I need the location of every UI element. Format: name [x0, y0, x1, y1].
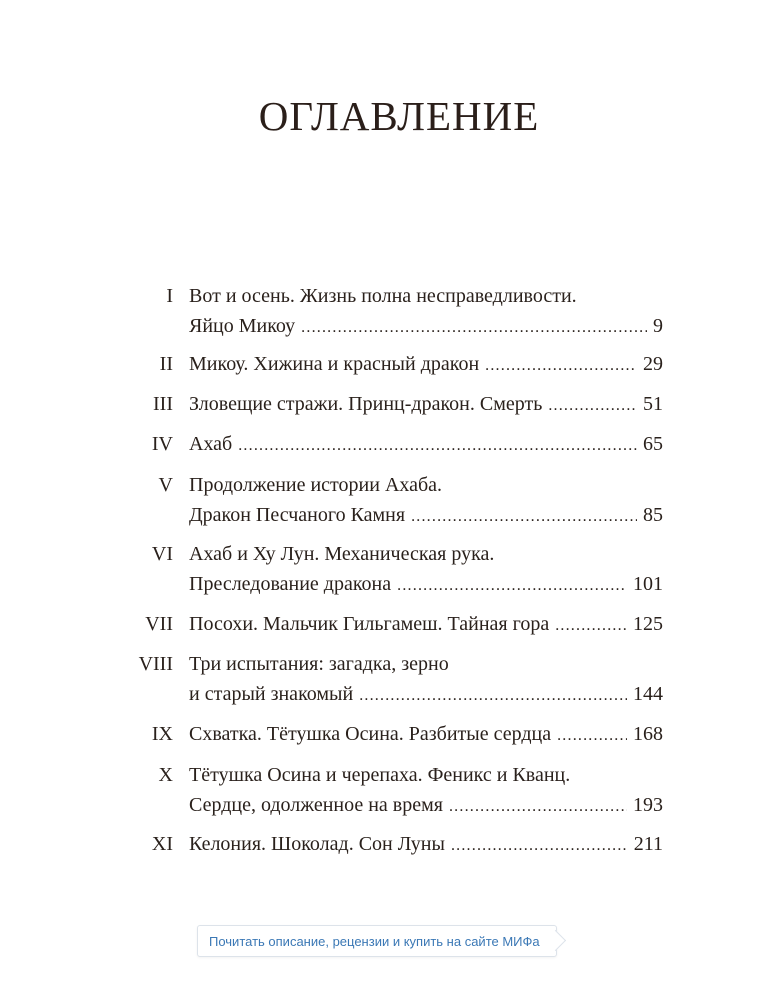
chapter-title — [189, 349, 663, 379]
chapter-title-line: Вот и осень. Жизнь полна несправедливости. — [189, 285, 577, 307]
chapter-title-text: и старый знакомый — [189, 683, 354, 705]
arrow-icon — [545, 930, 566, 951]
chapter-title-text: Сердце, одолженное на время — [189, 794, 443, 816]
chapter-title-text: Посохи. Мальчик Гильгамеш. Тайная гора — [189, 613, 550, 635]
page-number: 85 — [643, 504, 663, 526]
chapter-title — [189, 649, 663, 709]
chapter-number: XI — [151, 833, 173, 855]
chapter-title — [189, 760, 663, 820]
chapter-title-final-line — [189, 569, 663, 599]
chapter-title-line: Три испытания: загадка, зерно — [189, 653, 449, 675]
chapter-title-final-line — [189, 790, 663, 820]
page-number: 65 — [643, 433, 663, 455]
page-number: 168 — [633, 723, 663, 745]
chapter-title-final-line — [189, 349, 663, 379]
chapter-title-text: Микоу. Хижина и красный дракон — [189, 353, 480, 375]
chapter-title-text: Зловещие стражи. Принц-дракон. Смерть — [189, 393, 543, 415]
chapter-title-text: Преследование дракона — [189, 573, 392, 595]
dot-leader — [301, 313, 647, 343]
chapter-title — [189, 829, 663, 859]
chapter-title — [189, 609, 663, 639]
dot-leader — [451, 831, 628, 861]
chapter-title-final-line — [189, 429, 663, 459]
page-number: 193 — [633, 794, 663, 816]
chapter-title-text: Ахаб — [189, 433, 233, 455]
chapter-number: III — [153, 393, 173, 415]
page-number: 9 — [653, 315, 663, 337]
chapter-number: V — [158, 474, 173, 496]
page-title: ОГЛАВЛЕНИЕ — [258, 93, 540, 139]
chapter-title — [189, 470, 663, 530]
chapter-title-final-line — [189, 829, 663, 859]
chapter-title-final-line — [189, 500, 663, 530]
chapter-title-final-line — [189, 389, 663, 419]
chapter-number: IX — [151, 723, 173, 745]
page-number: 211 — [633, 833, 663, 855]
chapter-number: VII — [145, 613, 173, 635]
buy-link-label: Почитать описание, рецензии и купить на сайте МИФа — [209, 933, 540, 949]
buy-link[interactable] — [197, 925, 557, 957]
chapter-number: X — [158, 764, 173, 786]
chapter-title-text: Дракон Песчаного Камня — [189, 504, 406, 526]
dot-leader — [411, 502, 637, 532]
page-number: 101 — [633, 573, 663, 595]
page-number: 144 — [633, 683, 663, 705]
chapter-title — [189, 429, 663, 459]
chapter-number: VI — [151, 543, 173, 565]
chapter-title-final-line — [189, 679, 663, 709]
chapter-number: I — [166, 285, 173, 307]
chapter-title — [189, 281, 663, 341]
dot-leader — [557, 721, 627, 751]
chapter-title — [189, 539, 663, 599]
chapter-number: II — [159, 353, 173, 375]
chapter-title-text: Келония. Шоколад. Сон Луны — [189, 833, 445, 855]
page-number: 125 — [633, 613, 663, 635]
chapter-title — [189, 389, 663, 419]
page-number: 51 — [643, 393, 663, 415]
dot-leader — [449, 792, 627, 822]
chapter-title-final-line — [189, 719, 663, 749]
chapter-number: IV — [151, 433, 173, 455]
chapter-title-text: Схватка. Тётушка Осина. Разбитые сердца — [189, 723, 552, 745]
chapter-title-text: Яйцо Микоу — [189, 315, 296, 337]
dot-leader — [548, 391, 637, 421]
dot-leader — [397, 571, 627, 601]
dot-leader — [555, 611, 627, 641]
dot-leader — [238, 431, 637, 461]
chapter-title-final-line — [189, 311, 663, 341]
chapter-title-line: Продолжение истории Ахаба. — [189, 474, 443, 496]
page-number: 29 — [643, 353, 663, 375]
dot-leader — [359, 681, 627, 711]
chapter-title-final-line — [189, 609, 663, 639]
dot-leader — [485, 351, 637, 381]
chapter-title-line: Тётушка Осина и черепаха. Феникс и Кванц. — [189, 764, 571, 786]
chapter-title — [189, 719, 663, 749]
chapter-title-line: Ахаб и Ху Лун. Механическая рука. — [189, 543, 495, 565]
chapter-number: VIII — [138, 653, 173, 675]
